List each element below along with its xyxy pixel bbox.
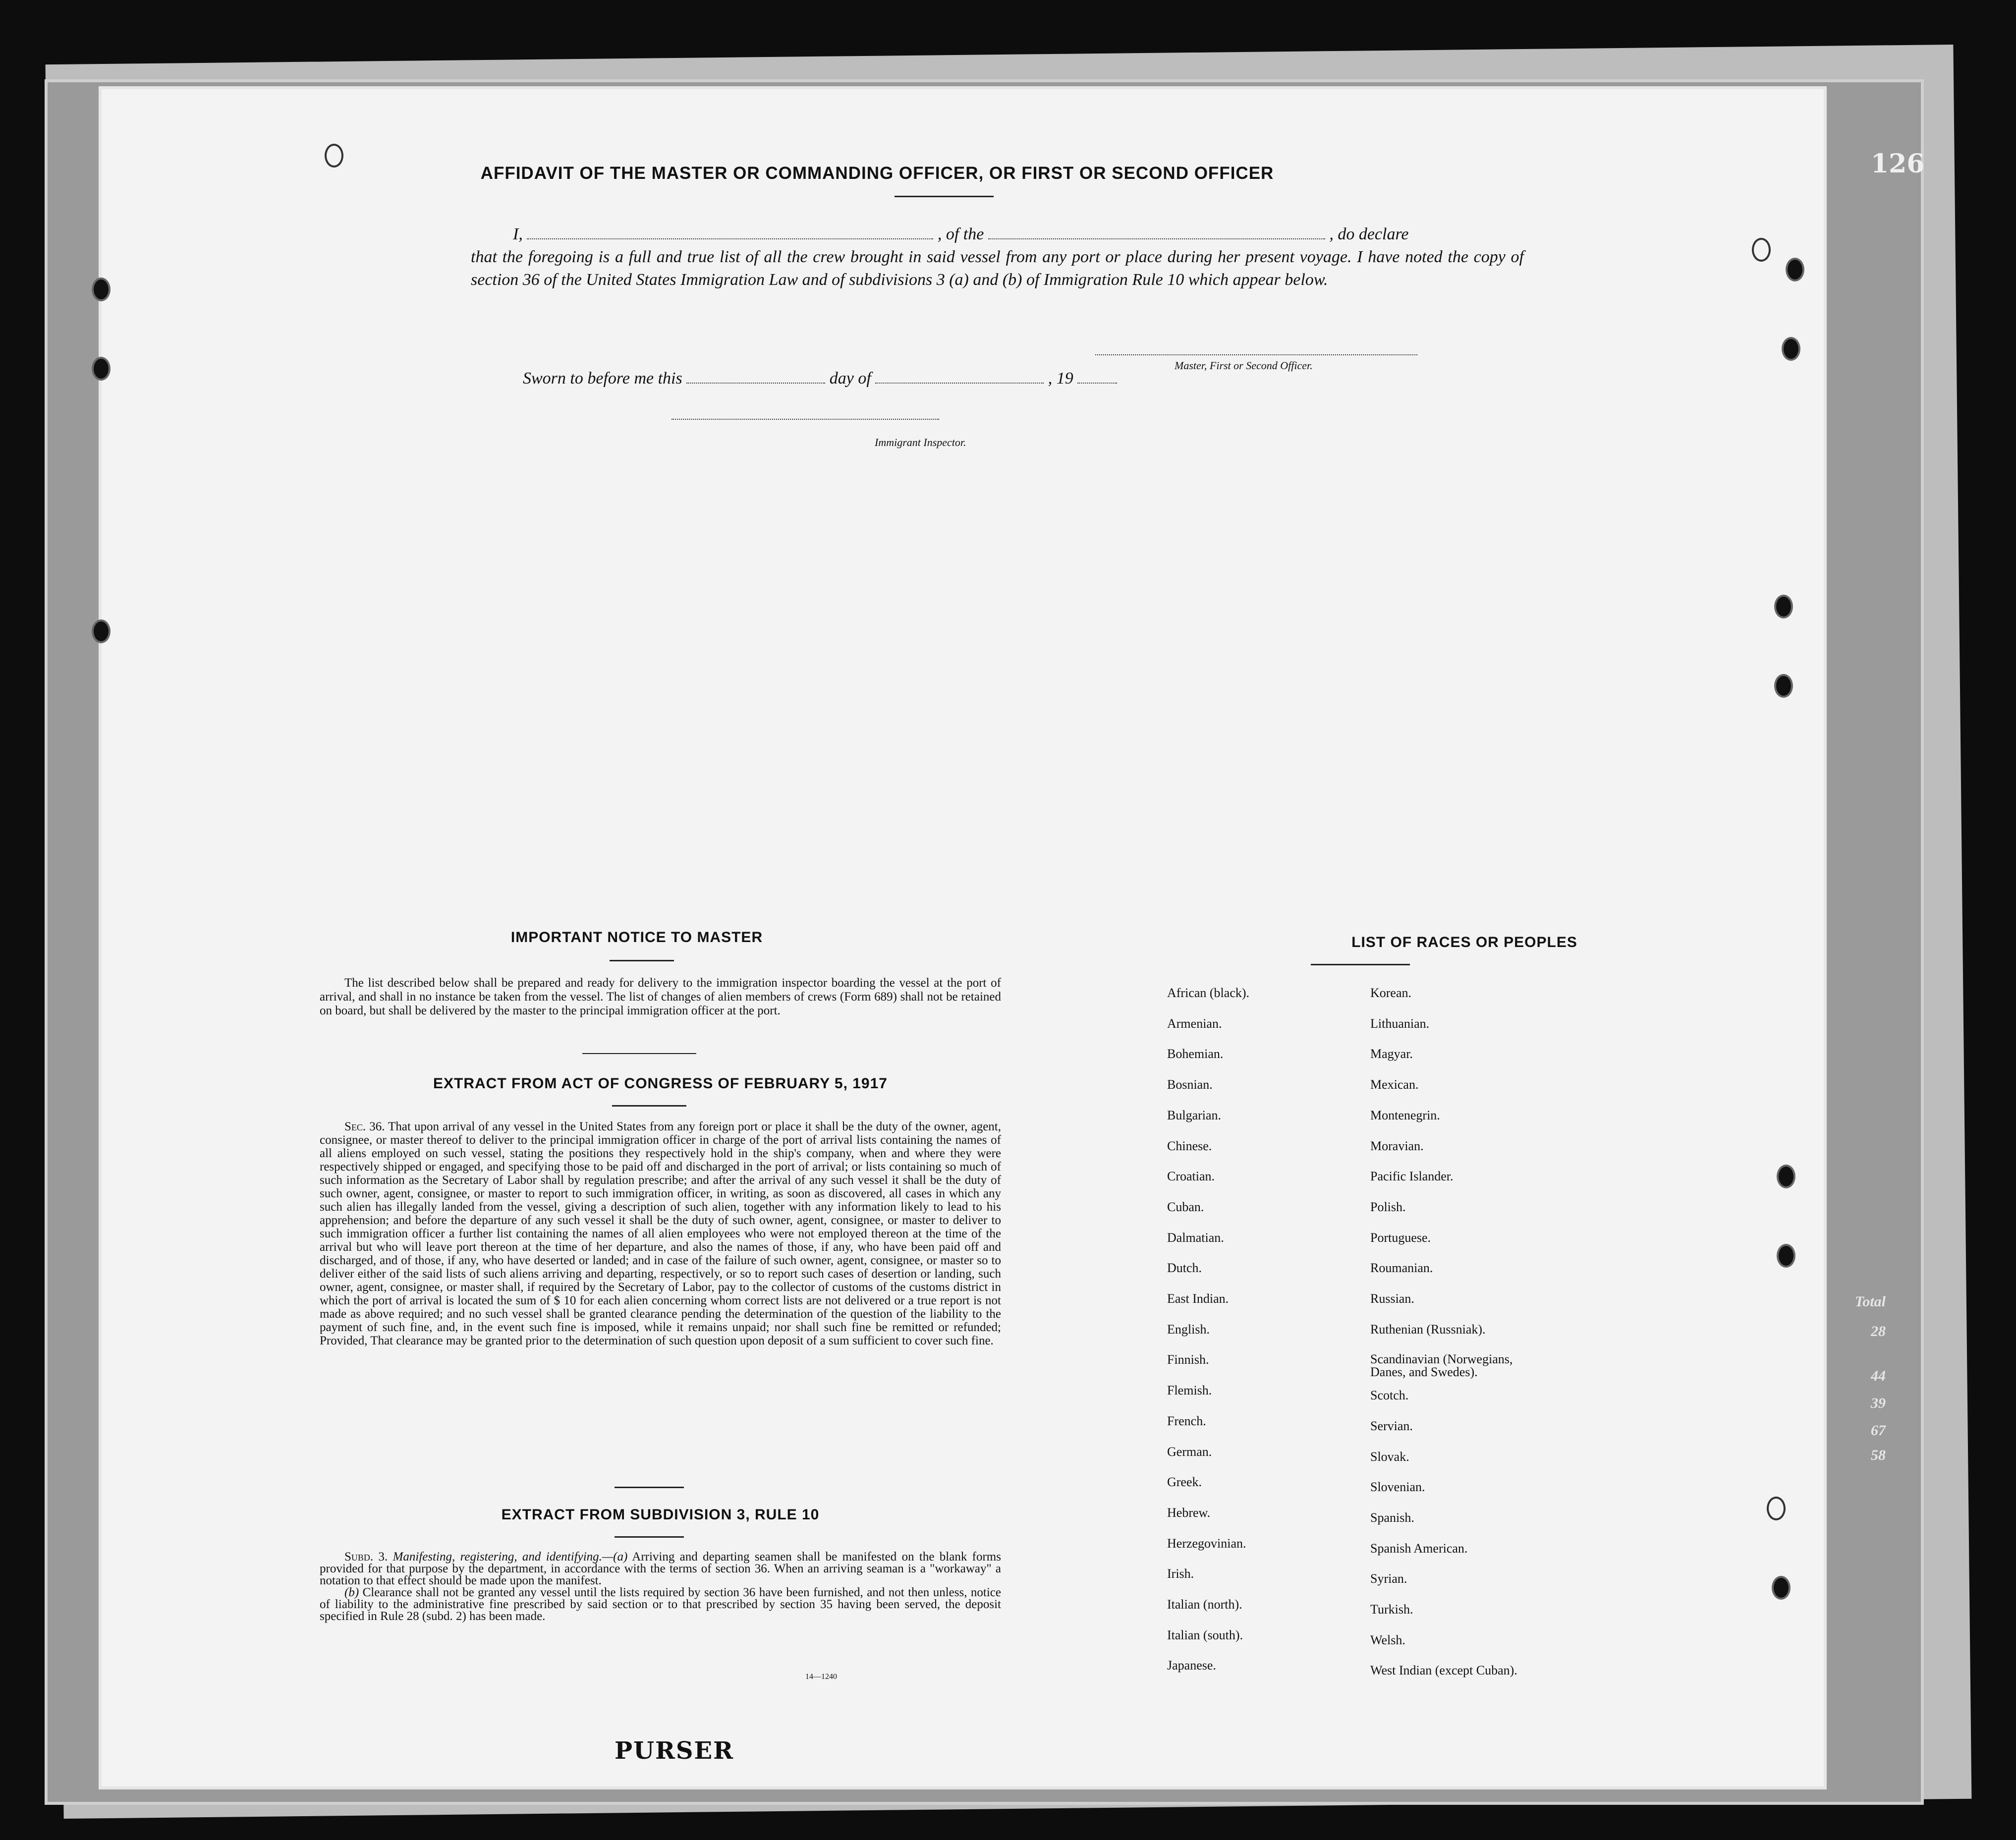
punch-hole — [1752, 238, 1771, 262]
sworn-day-of: day of — [829, 369, 871, 388]
affidavit-title: AFFIDAVIT OF THE MASTER OR COMMANDING OFFICER, OR FIRST OR SECOND OFFICER — [480, 164, 1274, 183]
name-blank[interactable] — [527, 238, 933, 239]
race-item: Spanish American. — [1370, 1541, 1468, 1556]
races-title: LIST OF RACES OR PEOPLES — [1351, 934, 1577, 950]
punch-hole — [1772, 1576, 1791, 1600]
race-item: Welsh. — [1370, 1632, 1405, 1647]
sworn-year-prefix: , 19 — [1048, 369, 1073, 388]
race-item: Polish. — [1370, 1199, 1406, 1214]
notice-text — [320, 976, 1001, 1018]
punch-hole — [92, 278, 111, 301]
race-item: Chinese. — [1167, 1138, 1212, 1153]
rule-subd-label: Subd. 3. — [344, 1550, 388, 1563]
race-item: Ruthenian (Russniak). — [1370, 1322, 1486, 1337]
race-item: German. — [1167, 1444, 1212, 1459]
act-sec-label: Sec. 36. — [344, 1120, 385, 1133]
side-mark: 67 — [1871, 1422, 1886, 1439]
punch-hole — [92, 357, 111, 381]
punch-hole — [1786, 258, 1804, 281]
affidavit-body: that the foregoing is a full and true list of all the crew brought in said vessel from any port or place during her present voyage. I have noted the copy of section 36 of the United States Immigration Law and of subdivisions 3 (a) and (b) of Immigration Rule 10 which appear below. — [471, 248, 1524, 289]
act-extract-rule — [612, 1105, 686, 1107]
race-item: Servian. — [1370, 1418, 1413, 1433]
purser-stamp: PURSER — [615, 1737, 734, 1765]
sworn-month-blank[interactable] — [875, 383, 1044, 384]
rule-extract-rule — [615, 1536, 684, 1538]
race-item: Bosnian. — [1167, 1077, 1213, 1092]
punch-hole — [325, 144, 343, 167]
rule-text-b: Clearance shall not be granted any vessel until the lists required by section 36 have been furnished, and not then unless, notice of liability to the administrative fine prescribed by said section or to that prescribed by section 35 having been served, the deposit specified in Rule 28 (subd. 2) has been made. — [320, 1586, 1002, 1623]
race-item: Portuguese. — [1370, 1230, 1431, 1245]
affidavit-line1-mid: , of the — [937, 225, 984, 243]
race-item: Syrian. — [1370, 1571, 1407, 1586]
act-extract-title: EXTRACT FROM ACT OF CONGRESS OF FEBRUARY 5, 1917 — [433, 1075, 888, 1092]
punch-hole — [1767, 1497, 1786, 1520]
sworn-day-blank[interactable] — [686, 383, 825, 384]
rule-extract-text — [320, 1551, 1001, 1622]
notice-paragraph: The list described below shall be prepared and ready for delivery to the immigration inspector boarding the vessel at the port of arrival, and shall in no instance be taken from the vessel. The list of changes of alien members of crews (Form 689) shall not be retained on board, but shall be delivered by the master to the principal immigration officer at the port. — [320, 976, 1001, 1017]
rule-subd-heading: Manifesting, registering, and identifying.—(a) — [392, 1550, 628, 1563]
race-item: Magyar. — [1370, 1047, 1413, 1061]
notice-title: IMPORTANT NOTICE TO MASTER — [510, 929, 763, 946]
punch-hole — [1777, 1165, 1795, 1188]
affidavit-title-rule — [895, 196, 994, 197]
race-item: Italian (south). — [1167, 1627, 1243, 1642]
rule-extract-title: EXTRACT FROM SUBDIVISION 3, RULE 10 — [501, 1506, 820, 1523]
race-item: Armenian. — [1167, 1016, 1222, 1031]
race-item: Croatian. — [1167, 1169, 1215, 1184]
race-item: Scotch. — [1370, 1388, 1409, 1403]
punch-hole — [1777, 1244, 1795, 1268]
race-item: Moravian. — [1370, 1138, 1424, 1153]
race-item: Greek. — [1167, 1475, 1202, 1490]
race-item: Dutch. — [1167, 1261, 1202, 1276]
form-number: 14—1240 — [805, 1673, 837, 1681]
side-mark: 58 — [1871, 1447, 1886, 1463]
side-mark: 28 — [1871, 1323, 1886, 1339]
punch-hole — [92, 619, 111, 643]
race-item: Turkish. — [1370, 1602, 1413, 1617]
race-item: Herzegovinian. — [1167, 1536, 1246, 1551]
race-item: Korean. — [1370, 986, 1412, 1000]
affidavit-line1-end: , do declare — [1329, 225, 1409, 243]
race-item: Hebrew. — [1167, 1505, 1211, 1520]
race-item: Lithuanian. — [1370, 1016, 1430, 1031]
race-item: Russian. — [1370, 1291, 1414, 1306]
race-item: Montenegrin. — [1370, 1108, 1440, 1122]
races-list — [1167, 986, 1762, 1690]
affidavit-declaration — [471, 223, 1524, 291]
affidavit-line1-start: I, — [513, 225, 523, 243]
race-item: Japanese. — [1167, 1658, 1216, 1673]
sworn-line — [523, 369, 1117, 388]
sworn-year-blank[interactable] — [1077, 383, 1117, 384]
punch-hole — [1782, 337, 1800, 361]
side-mark: Total — [1854, 1293, 1886, 1310]
race-item: Slovenian. — [1370, 1480, 1425, 1495]
rule-label-b: (b) — [344, 1586, 359, 1599]
inspector-signature-line[interactable] — [672, 419, 939, 420]
race-item: Spanish. — [1370, 1510, 1414, 1525]
race-item: Scandinavian (Norwegians, Danes, and Swedes). — [1370, 1352, 1513, 1380]
act-sec-body: That upon arrival of any vessel in the United States from any foreign port or place it shall be the duty of the owner, agent, consignee, or master thereof to deliver to the principal immigration officer in charge of the port of arrival lists containing the names of all aliens employed on such vessel, stating the positions they respectively hold in the ship's company, when and where they were respectively shipped or engaged, and specifying those to be paid off and discharged in the port of arrival; or lists containing so much of such information as the Secretary of Labor shall by regulation prescribe; and after the arrival of any such vessel it shall be the duty of such owner, agent, consignee, or master to report to such immigration officer, in writing, as soon as discovered, all cases in which any such alien has illegally landed from the vessel, giving a description of such alien, together with any information likely to lead to his apprehension; and before the departure of any such vessel it shall be the duty of such owner, agent, consignee, or master to deliver to such immigration officer a further list containing the names of all alien employees who were not employed thereon at the time of the arrival but who will leave port thereon at the time of her departure, and also the names of those, if any, who have been paid off and discharged, and of those, if any, who have deserted or landed; and in case of the failure of such owner, agent, consignee, or master so to deliver either of the said lists of such aliens arriving and departing, respectively, or so to report such cases of desertion or landing, such owner, agent, consignee, or master shall, if required by the Secretary of Labor, pay to the collector of customs of the customs district in which the port of arrival is located the sum of $ 10 for each alien concerning whom correct lists are not delivered or a true report is not made as above required; and no such vessel shall be granted clearance pending the determination of the question of the liability to the payment of such fine, and, in the event such fine is imposed, while it remains unpaid; nor shall such fine be remitted or refunded; Provided, That clearance may be granted prior to the determination of such question upon deposit of a sum sufficient to cover such fine. — [320, 1120, 1001, 1347]
race-item: Dalmatian. — [1167, 1230, 1224, 1245]
sworn-prefix: Sworn to before me this — [523, 369, 682, 388]
punch-hole — [1774, 595, 1793, 618]
notice-title-rule — [610, 960, 674, 961]
act-section-rule — [615, 1487, 684, 1488]
vessel-blank[interactable] — [988, 238, 1325, 239]
notice-section-rule — [582, 1053, 696, 1054]
page-number: 126 — [1871, 149, 1925, 179]
race-item: Irish. — [1167, 1566, 1194, 1581]
act-extract-text — [320, 1120, 1001, 1347]
race-item: Cuban. — [1167, 1199, 1204, 1214]
race-item: Bulgarian. — [1167, 1108, 1222, 1122]
rule-text-a: Arriving and departing seamen shall be manifested on the blank forms provided for that purpose by the department, in accordance with the terms of section 36. When an arriving seaman is a "workaway" a notation to that effect should be made upon the manifest. — [320, 1550, 1001, 1587]
manifest-page — [102, 89, 1824, 1786]
races-title-rule — [1311, 964, 1410, 965]
race-item: Flemish. — [1167, 1383, 1212, 1398]
race-item: Slovak. — [1370, 1449, 1409, 1464]
race-item: French. — [1167, 1413, 1206, 1428]
race-item: Bohemian. — [1167, 1047, 1224, 1061]
race-item: English. — [1167, 1322, 1210, 1337]
side-mark: 44 — [1871, 1368, 1886, 1384]
side-mark: 39 — [1871, 1395, 1886, 1411]
inspector-caption: Immigrant Inspector. — [875, 436, 966, 448]
race-item: African (black). — [1167, 986, 1250, 1000]
race-item: Pacific Islander. — [1370, 1169, 1454, 1184]
punch-hole — [1774, 674, 1793, 698]
race-item: Mexican. — [1370, 1077, 1419, 1092]
race-item: Roumanian. — [1370, 1261, 1433, 1276]
master-signature-line[interactable] — [1095, 354, 1417, 355]
race-item: East Indian. — [1167, 1291, 1229, 1306]
race-item: Italian (north). — [1167, 1597, 1242, 1612]
race-item: West Indian (except Cuban). — [1370, 1663, 1517, 1678]
race-item: Finnish. — [1167, 1352, 1209, 1367]
master-caption: Master, First or Second Officer. — [1175, 359, 1313, 372]
